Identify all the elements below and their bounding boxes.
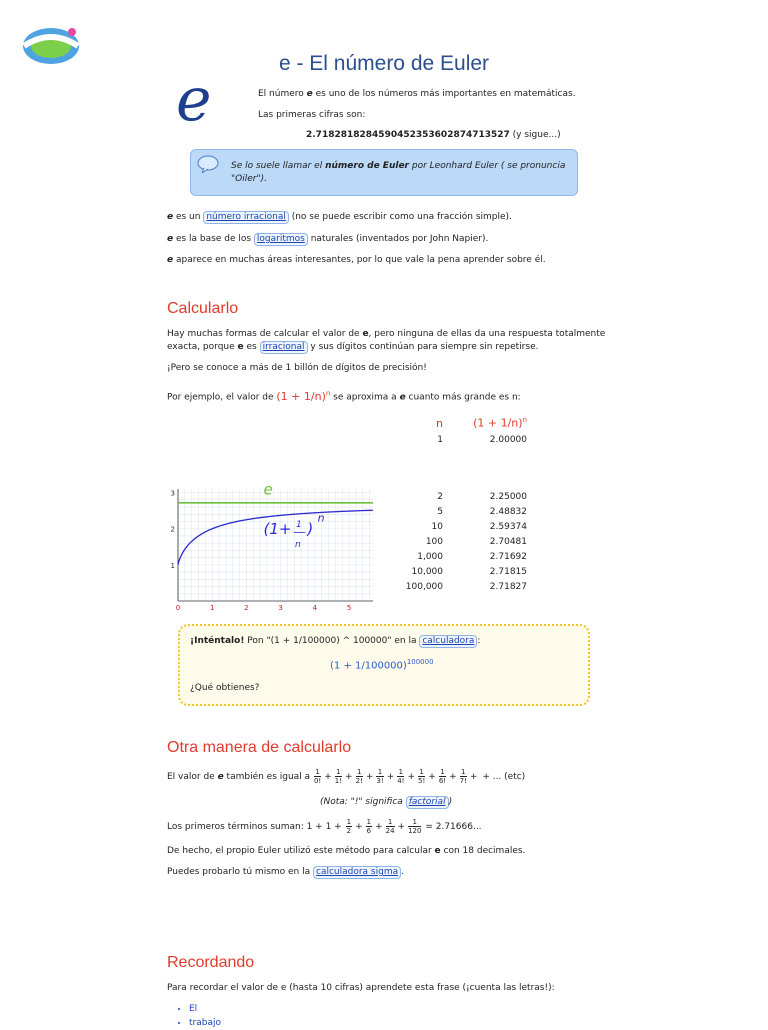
table-cell-n: 1 bbox=[437, 434, 443, 445]
page-title: e - El número de Euler bbox=[278, 52, 490, 75]
link-factorial[interactable]: factorial bbox=[406, 796, 449, 809]
x-tick-label: 4 bbox=[312, 604, 318, 612]
fraction: $\frac{1}{2}$ bbox=[346, 818, 352, 835]
link-calculator[interactable]: calculadora bbox=[419, 635, 477, 648]
y-tick-label: 3 bbox=[170, 489, 175, 498]
heading-otra-manera: Otra manera de calcularlo bbox=[167, 739, 352, 756]
mnemonic-intro: Para recordar el valor de e (hasta 10 cifras) aprendete esta frase (¡cuenta las letras!): bbox=[167, 983, 555, 993]
table-cell-value: 2.71815 bbox=[489, 566, 527, 577]
intro-line-2: Las primeras cifras son: bbox=[258, 110, 366, 120]
fraction: $\frac{1}{2!}$ bbox=[355, 768, 363, 785]
x-tick-label: 3 bbox=[278, 604, 283, 612]
plus-sign: + bbox=[407, 772, 415, 782]
table-row bbox=[395, 549, 527, 564]
values-table-continued bbox=[395, 489, 535, 594]
x-tick-label: 2 bbox=[244, 604, 249, 612]
fraction: $\frac{1}{0!}$ bbox=[313, 768, 322, 785]
plus-sign: + bbox=[375, 822, 383, 832]
fact-areas: e aparece en muchas áreas interesantes, por lo que vale la pena aprender sobre él. bbox=[167, 255, 546, 265]
label-curve-right: ) bbox=[307, 520, 314, 539]
fraction: $\frac{1}{1!}$ bbox=[334, 768, 343, 785]
list-item: • El bbox=[189, 1002, 221, 1016]
plus-sign: + bbox=[355, 822, 363, 832]
factorial-note: (Nota: "!" significa factorial ) bbox=[320, 797, 453, 807]
plus-sign: + bbox=[428, 772, 436, 782]
table-cell-n: 2 bbox=[437, 491, 443, 502]
table-cell-n: 100,000 bbox=[405, 581, 443, 592]
table-cell-n: 10,000 bbox=[411, 566, 443, 577]
fraction: $\frac{1}{7!}$ bbox=[459, 768, 467, 785]
plus-sign: + bbox=[386, 772, 395, 782]
try-it-question: ¿Qué obtienes? bbox=[190, 683, 260, 693]
plus-sign: + bbox=[324, 772, 332, 782]
label-curve-denominator: n bbox=[295, 539, 301, 550]
calc-paragraph-2: ¡Pero se conoce a más de 1 billón de dígitos de precisión! bbox=[167, 363, 427, 373]
table-row bbox=[395, 489, 527, 504]
sigma-paragraph: Puedes probarlo tú mismo en la calculadora sigma . bbox=[167, 867, 404, 877]
fact-irrational: e es un número irracional (no se puede escribir como una fracción simple). bbox=[167, 212, 512, 222]
label-curve-numerator: 1 bbox=[296, 519, 302, 530]
fraction: $\frac{1}{120}$ bbox=[408, 818, 422, 835]
mnemonic-list bbox=[175, 1002, 221, 1030]
table-cell-n: 1,000 bbox=[417, 551, 443, 562]
plus-sign: + bbox=[397, 822, 406, 832]
link-logarithms[interactable]: logaritmos bbox=[254, 233, 308, 246]
table-cell-n: 10 bbox=[431, 521, 443, 532]
factorial-series: $\frac{1}{0!}$ + $\frac{1}{1!}$ + $\frac{1}{2!}$ + $\frac{1}{3!}$ + $\frac{1}{4!}$ + $\frac{1}{5!}$ + $\frac{1}{6!}$ + $\frac{1}{7!}$ + bbox=[313, 768, 478, 785]
calc-paragraph-1a: Hay muchas formas de calcular el valor de e, pero ninguna de ellas da una respuesta totalmente bbox=[167, 329, 606, 339]
link-sigma-calculator[interactable]: calculadora sigma bbox=[313, 866, 401, 879]
values-table bbox=[395, 414, 535, 447]
table-head-n: n bbox=[436, 416, 443, 430]
table-cell-value: 2.70481 bbox=[489, 536, 527, 547]
table-cell-value: 2.48832 bbox=[489, 506, 527, 517]
plus-sign: + bbox=[365, 772, 374, 782]
label-e: e bbox=[263, 483, 273, 499]
partial-sum-terms bbox=[345, 818, 423, 835]
y-tick-label: 2 bbox=[170, 525, 175, 534]
euler-method-paragraph: De hecho, el propio Euler utilizó este método para calcular e con 18 decimales. bbox=[167, 846, 526, 856]
link-irrational-number[interactable]: número irracional bbox=[203, 211, 289, 224]
table-cell-value: 2.71692 bbox=[489, 551, 527, 562]
table-row bbox=[395, 504, 527, 519]
partial-sum-paragraph: Los primeros términos suman: 1 + 1 + $\frac{1}{2}$ + $\frac{1}{6}$ + $\frac{1}{24}$ + $\frac{1}{120}$ = 2.71666... bbox=[167, 818, 482, 835]
link-irrational[interactable]: irracional bbox=[260, 341, 308, 354]
label-curve-exponent: n bbox=[317, 511, 325, 525]
table-row bbox=[395, 579, 527, 594]
fraction: $\frac{1}{6!}$ bbox=[438, 768, 447, 785]
try-it-formula: $(1 + 1/100000)^{100000}$ bbox=[330, 658, 434, 672]
table-row bbox=[395, 534, 527, 549]
e-digits: 2.7182818284590452353602874713527 (y sigue...) bbox=[306, 130, 561, 140]
table-cell-n: 5 bbox=[437, 506, 443, 517]
y-tick-label: 1 bbox=[170, 561, 175, 570]
list-item: • trabajo bbox=[189, 1016, 221, 1030]
table-head-formula: $(1 + 1/n)^n$ bbox=[473, 416, 527, 430]
intro-line-1: El número e es uno de los números más importantes en matemáticas. bbox=[258, 89, 576, 99]
table-row bbox=[395, 519, 527, 534]
fraction: $\frac{1}{4!}$ bbox=[397, 768, 405, 785]
x-tick-label: 1 bbox=[209, 604, 215, 612]
try-it-text: ¡Inténtalo! Pon "(1 + 1/100000) ^ 100000" en la calculadora : bbox=[190, 636, 481, 646]
series-paragraph: El valor de e también es igual a $\frac{1}{0!}$ + $\frac{1}{1!}$ + $\frac{1}{2!}$ + $\frac{1}{3!}$ + $\frac{1}{4!}$ + $\frac{1}{5!}$ + $\frac{1}{6!}$ + $\frac{1}{7!}$ + + ... (etc) bbox=[167, 768, 526, 785]
callout-text: Se lo suele llamar el número de Euler por Leonhard Euler ( se pronuncia "Oiler"). bbox=[231, 161, 566, 184]
speech-bubble-icon bbox=[196, 155, 220, 173]
fact-logarithms: e es la base de los logaritmos naturales (inventados por John Napier). bbox=[167, 234, 489, 244]
fraction: $\frac{1}{24}$ bbox=[385, 818, 395, 835]
table-cell-value: 2.71827 bbox=[489, 581, 527, 592]
heading-calcularlo: Calcularlo bbox=[167, 300, 239, 317]
fraction: $\frac{1}{3!}$ bbox=[376, 768, 384, 785]
table-cell-value: 2.00000 bbox=[489, 434, 527, 445]
table-row bbox=[395, 564, 527, 579]
x-tick-label: 5 bbox=[346, 604, 352, 612]
fraction: $\frac{1}{6}$ bbox=[366, 818, 372, 835]
big-e-letter: e bbox=[176, 65, 212, 135]
plus-sign: + bbox=[449, 772, 457, 782]
table-cell-n: 100 bbox=[425, 536, 443, 547]
calc-paragraph-1b: exacta, porque e es irracional y sus dígitos continúan para siempre sin repetirse. bbox=[167, 342, 539, 352]
label-curve-left: (1+ bbox=[263, 520, 292, 539]
limit-chart bbox=[165, 483, 380, 616]
x-tick-label: 0 bbox=[175, 604, 181, 612]
heading-recordando: Recordando bbox=[167, 954, 255, 971]
table-cell-value: 2.25000 bbox=[489, 491, 527, 502]
calc-paragraph-3: Por ejemplo, el valor de $(1 + 1/n)^n$ se aproxima a e cuanto más grande es n: bbox=[167, 389, 521, 403]
table-cell-value: 2.59374 bbox=[489, 521, 527, 532]
plus-sign: + bbox=[345, 772, 353, 782]
fraction: $\frac{1}{5!}$ bbox=[418, 768, 426, 785]
